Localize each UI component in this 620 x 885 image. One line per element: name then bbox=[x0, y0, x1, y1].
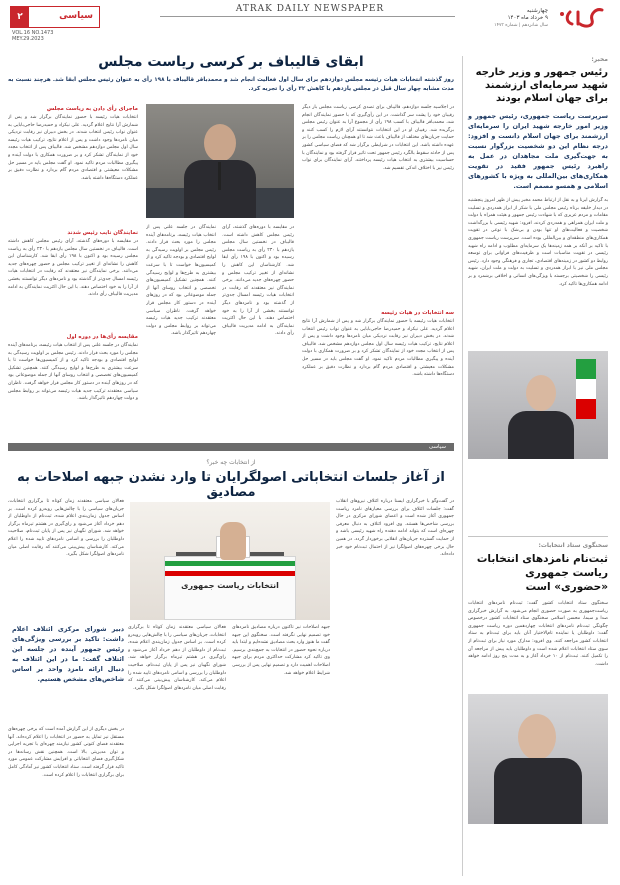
main-subhead-3-wrap bbox=[8, 228, 138, 238]
hand bbox=[220, 522, 246, 560]
subhead: ماجرای رأی دادن به ریاست مجلس bbox=[46, 106, 138, 112]
sidebar-story-1 bbox=[468, 56, 608, 459]
story-headline: رئیس جمهور و وزیر خارجه شهید سرمایه‌ای ارزشمند برای جهان اسلام بودند bbox=[475, 67, 608, 104]
main-col-c: نمایندگان در جلسه علنی پس از انتخاب هیات رئیسه، برنامه‌های آینده مجلس را مورد بحث قرار دادند. رئیس مجلس بر اولویت رسیدگی به لوایح اقتصادی و بودجه تاکید کرد و از کمیسیون‌ها خواست تا با سرعت بیشتری به طرح‌ها و لوایح رسیدگی کنند. همچنین تشکیل کمیسیون‌های تخصصی و انتخاب روسای آنها از جمله موضوعاتی بود که در روزهای آینده در دستور کار مجلس قرار خواهد گرفت. ناظران سیاسی معتقدند ترکیب جدید هیات رئیسه می‌تواند بر روابط مجلس و دولت چهاردهم تاثیرگذار باشد. bbox=[146, 225, 216, 337]
story-body: به گزارش ایرنا و به نقل از ارتباط محمد مخبر پیش از ظهر امروز پنجشنبه در دیدار خلیفه برناه رئیس مجلس ملی با شکر از ابراز همدردی و تسلیت مقامات و مردم عزیزی که با شهادت رئیس جمهور و هیئت همراه با دولت و ملت ایران همراهی و همدردی کردند، افزود: شهید رئیسی با بزرگداشت شخصیت و فعالیت‌های او تنها بودن و بی‌شک با نوعی در تقویت همکاری‌های منطقه‌ای و بین‌المللی بوده است. سرپرست ریاست جمهوری با تاکید بر آنکه بر همه زمینه‌ها یک سرمایه‌ای مطلوب و ادامه راه شهید رئیسی در تقویت مناسبات است و ظرفیت‌های فراوانی برای توسعه روابط دو کشور در زمینه‌های اقتصادی، تجاری و فرهنگی وجود دارد. رئیس مجلس ملی نیز با ابراز همدردی و تسلیت به دولت و ملت ایران، شهید رئیسی را شخصیتی برجسته با ویژگی‌های انسانی و اخلاقی برشمرد و بر ادامه همکاری‌ها تاکید کرد. bbox=[468, 198, 608, 287]
story-kicker: سخنگوی ستاد انتخابات: bbox=[538, 542, 608, 549]
flag-icon bbox=[576, 359, 596, 419]
paper-name: ATRAK DAILY NEWSPAPER bbox=[235, 4, 385, 14]
weekday: چهارشنبه bbox=[526, 8, 548, 14]
section-tag bbox=[10, 6, 100, 28]
second-headline: از آغاز جلسات انتخاباتی اصولگرایان تا وارد نشدن جبهه اصلاحات به مصادیق bbox=[17, 470, 445, 500]
main-col-a2: انتخابات هیات رئیسه با حضور نمایندگان برگزار شد و پس از شمارش آرا نتایج اعلام گردید. علی نیکزاد و حمیدرضا حاجی‌بابایی به عنوان نواب رئیس انتخاب شدند. در بخش دبیران نیز رقابت نزدیکی میان نامزدها وجود داشت و پس از اعلام نتایج، ترکیب هیات رئیسه سال اول مجلس دوازدهم مشخص شد. قالیباف پس از انتخاب مجدد خود از نمایندگان تشکر کرد و بر ضرورت همکاری با دولت آینده و پیگیری مطالبات مردم تاکید نمود. او گفت مجلس باید در مسیر حل مشکلات معیشتی و اقتصادی مردم گام بردارد و نظارت دقیق بر عملکرد دستگاه‌ها داشته باشد. bbox=[302, 319, 454, 378]
main-area bbox=[8, 36, 454, 876]
subhead: نمایندگان نایب رئیس شدند bbox=[67, 230, 138, 236]
masthead bbox=[0, 0, 620, 42]
second-col-3: فعالان سیاسی معتقدند زمان کوتاه تا برگزاری انتخابات، جریان‌های سیاسی را با چالش‌هایی روبه‌رو کرده است. بر اساس جدول زمان‌بندی اعلام شده، ثبت‌نام از داوطلبان از دهم خرداد آغاز می‌شود و رای‌گیری در هشتم تیرماه برگزار خواهد شد. شورای نگهبان نیز پس از پایان ثبت‌نام، صلاحیت داوطلبان را بررسی و اسامی نامزدهای تایید شده را اعلام می‌کند. کارشناسان پیش‌بینی می‌کنند که رقابت اصلی میان نامزدهای اصولگرا شکل بگیرد. bbox=[128, 625, 226, 691]
main-subhead-4-wrap bbox=[8, 332, 138, 342]
mokhber-photo bbox=[468, 351, 608, 459]
ghalibaf-photo bbox=[146, 104, 294, 218]
person-torso bbox=[494, 758, 582, 824]
main-col-a: در اجلاسیه جلسه دوازدهم، قالیباف برای تصدی کرسی ریاست مجلس بار دیگر رقیبان خود را پشت سر گذاشت. در این رأی‌گیری که با حضور نمایندگان انجام شد، محمدباقر قالیباف با کسب ۱۹۸ رأی از مجموع آرا به عنوان رئیس مجلس برگزیده شد. رقیبان او در این انتخابات نتوانستند آرای لازم را کسب کنند و حمایت جریان‌های مختلف از قالیباف باعث شد تا او همچنان ریاست مجلس را بر عهده داشته باشد. این انتخابات در شرایطی برگزار شد که فضای سیاسی کشور پس از حادثه سقوط بالگرد رئیس جمهور تحت تاثیر قرار گرفته بود و نمایندگان با حساسیت بیشتری به انتخاب هیات رئیسه پرداختند. آرای نمایندگان برای نواب رئیس نیز با اختلاف اندکی تقسیم شد. bbox=[302, 105, 454, 171]
divider bbox=[468, 536, 608, 537]
second-col-1: در گفت‌وگو با خبرگزاری ایسنا درباره ائتلاف نیروهای انقلاب گفت: جلسات ائتلاف برای بررسی معیارهای نامزد ریاست جمهوری آغاز شده است و اعضای شورای مرکزی در حال بررسی شاخص‌ها هستند. وی افزود ائتلاف به دنبال معرفی چهره‌ای است که بتواند ادامه دهنده راه شهید رئیسی باشد و از حمایت گسترده جریان‌های انقلابی برخوردار گردد. در همین حال برخی چهره‌های اصولگرا نیز از احتمال ثبت‌نام خود خبر داده‌اند. bbox=[336, 499, 454, 558]
main-subhead-2-wrap bbox=[8, 104, 138, 114]
main-col-f: نمایندگان در جلسه علنی پس از انتخاب هیات رئیسه، برنامه‌های آینده مجلس را مورد بحث قرار دادند. رئیس مجلس بر اولویت رسیدگی به لوایح اقتصادی و بودجه تاکید کرد و از کمیسیون‌ها خواست تا با سرعت بیشتری به طرح‌ها و لوایح رسیدگی کنند. همچنین تشکیل کمیسیون‌های تخصصی و انتخاب روسای آنها از جمله موضوعاتی بود که در روزهای آینده در دستور کار مجلس قرار خواهد گرفت. ناظران سیاسی معتقدند ترکیب جدید هیات رئیسه می‌تواند بر روابط مجلس و دولت چهاردهم تاثیرگذار باشد. bbox=[8, 343, 138, 402]
person-head bbox=[204, 124, 236, 162]
story-headline: ثبت‌نام نامزدهای انتخابات ریاست جمهوری «حضوری» است bbox=[476, 553, 608, 593]
main-col-b: در مقایسه با دوره‌های گذشته، آرای رئیس مجلس کاهش داشته است. قالیباف در نخستین سال مجلس یازدهم با ۲۳۰ رأی به ریاست مجلس رسیده بود و اکنون با ۱۹۸ رأی ابقا شد. کارشناسان این کاهش را نشانه‌ای از تغییر ترکیب مجلس و حضور چهره‌های جدید می‌دانند. برخی نمایندگان نیز معتقدند که رقابت در انتخابات هیات رئیسه امسال جدی‌تر از گذشته بود و نامزدهای دیگر توانستند بخشی از آرا را به خود اختصاص دهند. با این حال اکثریت نمایندگان به ادامه مدیریت قالیباف رأی دادند. bbox=[222, 225, 294, 337]
date-line: ۹ خرداد ماه ۱۴۰۳ bbox=[507, 15, 548, 21]
main-headline: ابقای قالیباف بر کرسی ریاست مجلس bbox=[98, 54, 364, 70]
section-band-label: سیاسی bbox=[428, 444, 446, 450]
subhead: مقایسه رأی‌ها در دوره اول bbox=[66, 334, 138, 340]
second-col-4: در بخش دیگری از این گزارش آمده است که برخی چهره‌های مستقل نیز تمایل به حضور در انتخابات را اعلام کرده‌اند. آنها معتقدند فضای کنونی کشور نیازمند چهره‌ای با تجربه اجرایی و توان مدیریتی بالا است. همچنین نقش رسانه‌ها در شکل‌گیری فضای انتخاباتی و افزایش مشارکت عمومی مورد تاکید قرار گرفته است. ستاد انتخابات کشور نیز آمادگی کامل برای برگزاری انتخابات را اعلام کرده است. bbox=[8, 727, 124, 778]
subhead: سه انتخابات در هیات رئیسه bbox=[381, 310, 454, 316]
pull-quote: دبیر شورای مرکزی ائتلاف اعلام داشت: تاکید بر بررسی ویژگی‌های رئیس جمهور آینده در جلسه این ائتلاف گفت: ما در این ائتلاف به دنبال ارائه نامزد واحد بر اساس شاخص‌های مشخص هستیم. bbox=[12, 625, 124, 683]
sidebar-story-2 bbox=[468, 542, 608, 824]
section-band bbox=[8, 443, 454, 451]
sidebar bbox=[462, 56, 612, 876]
person-head bbox=[518, 714, 556, 760]
main-lead: روز گذشته انتخابات هیات رئیسه مجلس دوازدهم برای سال اول فعالیت انجام شد و محمدباقر قالیباف با ۱۹۸ رأی به عنوان رئیس مجلس ابقا شد. هرچند نسبت به مدت مشابه چهار سال قبل در مجلس یازدهم با کاهش ۳۲ رأی را تجربه کرد. bbox=[8, 77, 454, 92]
second-kicker: از انتخابات چه خبر؟ bbox=[206, 459, 256, 466]
story-kicker: مخبر: bbox=[591, 56, 608, 63]
second-col-2: جبهه اصلاحات نیز تاکنون درباره مصادیق نامزدهای خود تصمیم نهایی نگرفته است. سخنگوی این جبهه گفت ما هنوز وارد بحث مصادیق نشده‌ایم و ابتدا باید درباره نحوه حضور در انتخابات به جمع‌بندی برسیم. وی تاکید کرد مشارکت حداکثری مردم برای جبهه اصلاحات اهمیت دارد و تصمیم نهایی پس از بررسی شرایط اعلام خواهد شد. bbox=[232, 625, 330, 676]
microphone bbox=[218, 162, 221, 190]
flag-icon bbox=[165, 561, 295, 577]
person-torso bbox=[508, 411, 574, 459]
election-ballot-photo bbox=[130, 502, 330, 620]
main-col-e: در مقایسه با دوره‌های گذشته، آرای رئیس مجلس کاهش داشته است. قالیباف در نخستین سال مجلس یازدهم با ۲۳۰ رأی به ریاست مجلس رسیده بود و اکنون با ۱۹۸ رأی ابقا شد. کارشناسان این کاهش را نشانه‌ای از تغییر ترکیب مجلس و حضور چهره‌های جدید می‌دانند. برخی نمایندگان نیز معتقدند که رقابت در انتخابات هیات رئیسه امسال جدی‌تر از گذشته بود و نامزدهای دیگر توانستند بخشی از آرا را به خود اختصاص دهند. با این حال اکثریت نمایندگان به ادامه مدیریت قالیباف رأی دادند. bbox=[8, 239, 138, 298]
story-lead: سرپرست ریاست جمهوری، رئیس جمهور و وزیر امور خارجه شهید ایران را سرمایه‌ای ارزشمند برای جهان اسلام دانست و افزود: درجه نظام این دو شخصیت بزرگوار نسبت به جهت‌گیری ملت مجاهدان در عمل به راهبرد رئیس جمهور فقید در تقویت همکاری‌های بین‌المللی به ویژه با کشورهای اسلامی و همسو مصمم است. bbox=[468, 112, 608, 190]
person-head bbox=[526, 375, 556, 411]
volume: VOL.16 NO.1473 bbox=[12, 30, 54, 36]
main-col-d: انتخابات هیات رئیسه با حضور نمایندگان برگزار شد و پس از شمارش آرا نتایج اعلام گردید. علی نیکزاد و حمیدرضا حاجی‌بابایی به عنوان نواب رئیس انتخاب شدند. در بخش دبیران نیز رقابت نزدیکی میان نامزدها وجود داشت و پس از اعلام نتایج، ترکیب هیات رئیسه سال اول مجلس دوازدهم مشخص شد. قالیباف پس از انتخاب مجدد خود از نمایندگان تشکر کرد و بر ضرورت همکاری با دولت آینده و پیگیری مطالبات مردم تاکید نمود. او گفت مجلس باید در مسیر حل مشکلات معیشتی و اقتصادی مردم گام بردارد و نظارت دقیق بر عملکرد دستگاه‌ها داشته باشد. bbox=[8, 115, 138, 181]
issue-number: سال شانزدهم | شماره ۱۴۷۳ bbox=[494, 23, 548, 28]
ballot-label: انتخابات ریاست جمهوری bbox=[181, 581, 279, 590]
second-col-5: فعالان سیاسی معتقدند زمان کوتاه تا برگزاری انتخابات، جریان‌های سیاسی را با چالش‌هایی روبه‌رو کرده است. بر اساس جدول زمان‌بندی اعلام شده، ثبت‌نام از داوطلبان از دهم خرداد آغاز می‌شود و رای‌گیری در هشتم تیرماه برگزار خواهد شد. شورای نگهبان نیز پس از پایان ثبت‌نام، صلاحیت داوطلبان را بررسی و اسامی نامزدهای تایید شده را اعلام می‌کند. کارشناسان پیش‌بینی می‌کنند که رقابت اصلی میان نامزدهای اصولگرا شکل بگیرد. bbox=[8, 499, 124, 558]
ballot-box bbox=[164, 556, 296, 620]
story-body: سخنگوی ستاد انتخابات کشور گفت: ثبت‌نام نامزدهای انتخابات ریاست‌جمهوری به صورت حضوری انجام می‌شود. به گزارش خبرگزاری صدا و سیما، محسن اسلامی سخنگوی ستاد انتخابات کشور درخصوص چگونگی ثبت‌نام نامزدهای انتخابات چهاردهمین دوره ریاست جمهوری گفت: داوطلبان یا نماینده تام‌الاختیار آنان باید برای ثبت‌نام به ستاد انتخابات کشور مراجعه کنند. وی افزود: مدارک مورد نیاز برای ثبت‌نام از سوی ستاد انتخابات اعلام شده است و داوطلبان باید پیش از مراجعه آن را تکمیل کنند. ثبت‌نام از ۱۰ خرداد آغاز و به مدت پنج روز ادامه خواهد داشت. bbox=[468, 601, 608, 667]
section-name: سیاسی bbox=[59, 11, 93, 21]
page-number: ۲ bbox=[11, 7, 29, 27]
date-en: MEY.29.2023 bbox=[12, 36, 44, 42]
main-subhead-1-wrap bbox=[302, 308, 454, 318]
header-rule bbox=[160, 16, 455, 17]
spokesman-photo bbox=[468, 694, 608, 824]
